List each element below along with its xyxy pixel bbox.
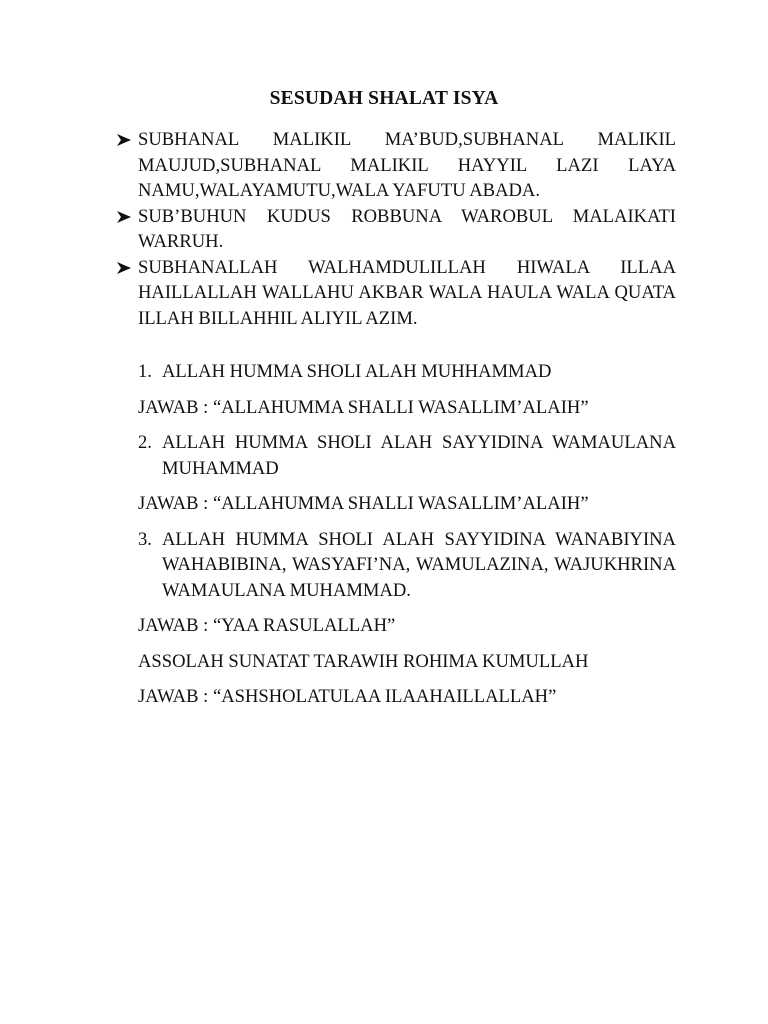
numbered-item xyxy=(138,430,676,481)
item-number: 1. xyxy=(138,361,152,382)
numbered-item xyxy=(138,527,676,604)
arrowhead-bullet-icon xyxy=(116,133,132,147)
jawab-line: JAWAB : “ALLAHUMMA SHALLI WASALLIM’ALAIH” xyxy=(138,396,589,418)
item-number: 2. xyxy=(138,432,152,453)
dhikr-bullet-list xyxy=(116,127,676,331)
shalawat-call-response-section xyxy=(138,359,676,710)
jawab-line: JAWAB : “ALLAHUMMA SHALLI WASALLIM’ALAIH” xyxy=(138,493,589,514)
item-text: ALLAH HUMMA SHOLI ALAH MUHHAMMAD xyxy=(162,361,552,382)
bullet-text: SUBHANALLAH WALHAMDULILLAH HIWALA ILLAA HAILLALLAH WALLAHU AKBAR WALA HAULA WALA QUATA ILLAH BILLAHHIL ALIYIL AZIM. xyxy=(138,256,676,329)
document-title: SESUDAH SHALAT ISYA xyxy=(269,88,499,109)
closing-line: ASSOLAH SUNATAT TARAWIH ROHIMA KUMULLAH xyxy=(138,650,589,672)
bullet-item xyxy=(116,255,676,332)
closing-jawab-line: JAWAB : “ASHSHOLATULAA ILAAHAILLALLAH” xyxy=(138,686,557,707)
jawab-line: JAWAB : “YAA RASULALLAH” xyxy=(138,615,396,636)
arrowhead-bullet-icon xyxy=(116,210,132,224)
item-text: ALLAH HUMMA SHOLI ALAH SAYYIDINA WAMAULANA MUHAMMAD xyxy=(162,432,676,479)
numbered-item xyxy=(138,359,676,385)
bullet-text: SUBHANAL MALIKIL MA’BUD,SUBHANAL MALIKIL MAUJUD,SUBHANAL MALIKIL HAYYIL LAZI LAYA NAMU,WALAYAMUTU,WALA YAFUTU ABADA. xyxy=(138,129,676,201)
arrowhead-bullet-icon xyxy=(116,261,132,275)
item-number: 3. xyxy=(138,528,152,550)
bullet-text: SUB’BUHUN KUDUS ROBBUNA WAROBUL MALAIKATI WARRUH. xyxy=(138,205,676,252)
item-text: ALLAH HUMMA SHOLI ALAH SAYYIDINA WANABIYINA WAHABIBINA, WASYAFI’NA, WAMULAZINA, WAJUKHRINA WAMAULANA MUHAMMAD. xyxy=(162,528,676,601)
bullet-item xyxy=(116,127,676,204)
bullet-item xyxy=(116,204,676,255)
